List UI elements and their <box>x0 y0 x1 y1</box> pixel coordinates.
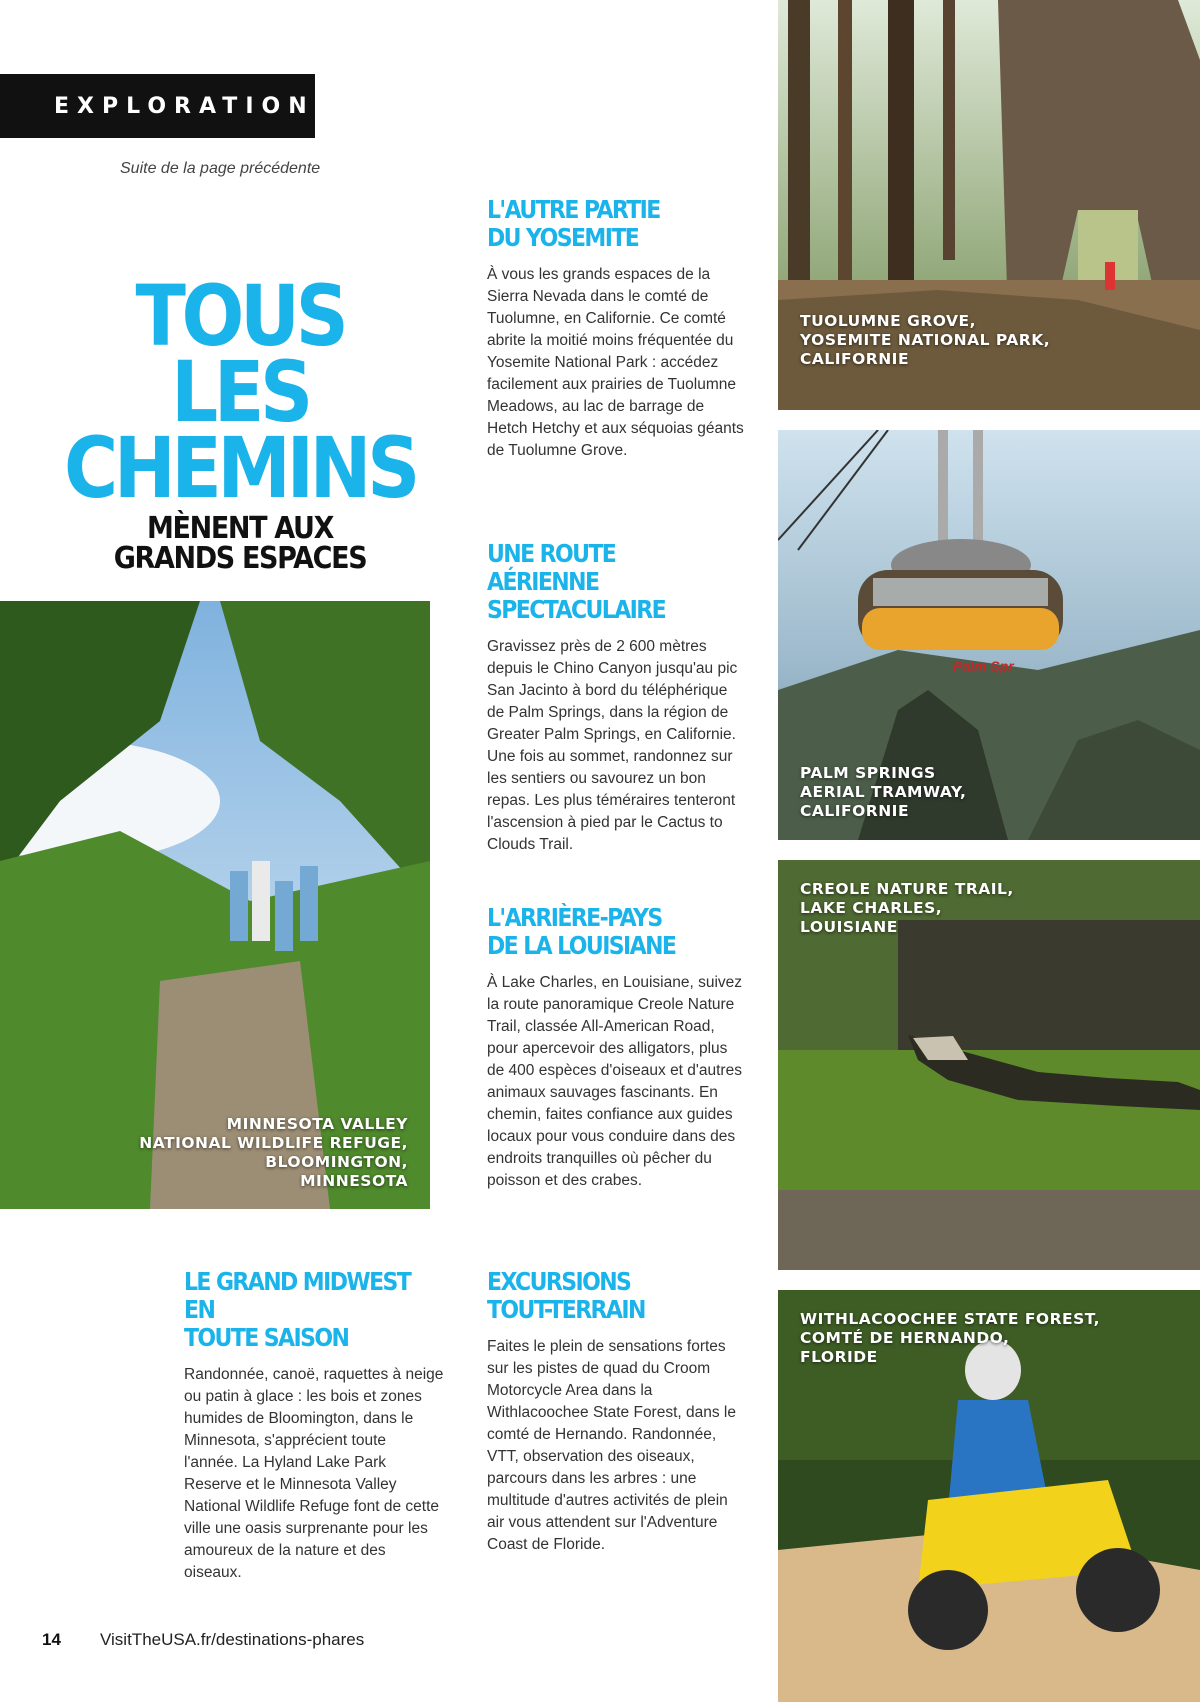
photo-withlacoochee <box>778 1290 1200 1702</box>
photo-tuolumne-grove <box>778 0 1200 410</box>
section-title: EXCURSIONS TOUT-TERRAIN <box>487 1267 645 1324</box>
section-louisiana <box>487 904 747 1192</box>
section-body: Gravissez près de 2 600 mètres depuis le Chino Canyon jusqu'au pic San Jacinto à bord du téléphérique de Palm Springs, dans la région de Greater Palm Springs, en Californie. Une fois au sommet, randonnez sur les sentiers ou savourez un bon repas. Les plus téméraires tenteront l'ascension à pied par le Cactus to Clouds Trail. <box>487 638 738 853</box>
section-body: À vous les grands espaces de la Sierra Nevada dans le comté de Tuolumne, en Californie. Ce comté abrite la moitié moins fréquentée du Yosemite National Park : accédez facilement aux prairies de Tuolumne Meadows, au lac de barrage de Hetch Hetchy et aux séquoias géants de Tuolumne Grove. <box>487 266 744 459</box>
photo-caption: PALM SPRINGS AERIAL TRAMWAY, CALIFORNIE <box>800 764 967 820</box>
section-tag-label: EXPLORATION <box>54 93 315 119</box>
footer-url[interactable]: VisitTheUSA.fr/destinations-phares <box>100 1630 365 1649</box>
photo-caption: MINNESOTA VALLEY NATIONAL WILDLIFE REFUGE, BLOOMINGTON, MINNESOTA <box>139 1115 408 1190</box>
photo-palm-springs-tramway <box>778 430 1200 840</box>
photo-caption: TUOLUMNE GROVE, YOSEMITE NATIONAL PARK, CALIFORNIE <box>800 312 1051 368</box>
section-offroad <box>487 1268 747 1556</box>
photo-creole-nature-trail <box>778 860 1200 1270</box>
section-title: UNE ROUTE AÉRIENNE SPECTACULAIRE <box>487 539 666 624</box>
section-body: Faites le plein de sensations fortes sur les pistes de quad du Croom Motorcycle Area dans la Withlacoochee State Forest, dans le comté de Hernando. Randonnée, VTT, observation des oiseaux, parcours dans les arbres : une multitude d'autres activités de plein air vous attendent sur l'Adventure Coast de Floride. <box>487 1338 736 1553</box>
headline-main: TOUS LES CHEMINS <box>64 267 416 517</box>
page-number: 14 <box>42 1630 61 1649</box>
section-yosemite <box>487 196 747 462</box>
section-title: L'ARRIÈRE-PAYS DE LA LOUISIANE <box>487 903 676 960</box>
photo-caption: CREOLE NATURE TRAIL, LAKE CHARLES, LOUISIANE <box>800 880 1014 936</box>
headline-sub: MÈNENT AUX GRANDS ESPACES <box>113 511 367 576</box>
section-midwest <box>184 1268 444 1584</box>
gondola-lettering: Palm Spr <box>953 658 1014 674</box>
page-headline <box>40 267 440 576</box>
section-tramway <box>487 540 747 856</box>
continued-note: Suite de la page précédente <box>120 160 321 177</box>
section-title: LE GRAND MIDWEST EN TOUTE SAISON <box>184 1267 411 1352</box>
section-title: L'AUTRE PARTIE DU YOSEMITE <box>487 195 660 252</box>
photo-caption: WITHLACOOCHEE STATE FOREST, COMTÉ DE HERNANDO, FLORIDE <box>800 1310 1101 1366</box>
section-tag <box>0 74 315 138</box>
photo-minnesota-valley <box>0 601 430 1209</box>
section-body: À Lake Charles, en Louisiane, suivez la route panoramique Creole Nature Trail, classée All-American Road, pour apercevoir des alligators, plus de 400 espèces d'oiseaux et d'autres animaux sauvages fascinants. En chemin, faites confiance aux guides locaux pour vous conduire dans des endroits tranquilles où pêcher du poisson et des crabes. <box>487 974 743 1189</box>
section-body: Randonnée, canoë, raquettes à neige ou patin à glace : les bois et zones humides de Bloomington, dans le Minnesota, s'apprécient toute l'année. La Hyland Lake Park Reserve et le Minnesota Valley National Wildlife Refuge font de cette ville une oasis surprenante pour les amoureux de la nature et des oiseaux. <box>184 1366 444 1581</box>
